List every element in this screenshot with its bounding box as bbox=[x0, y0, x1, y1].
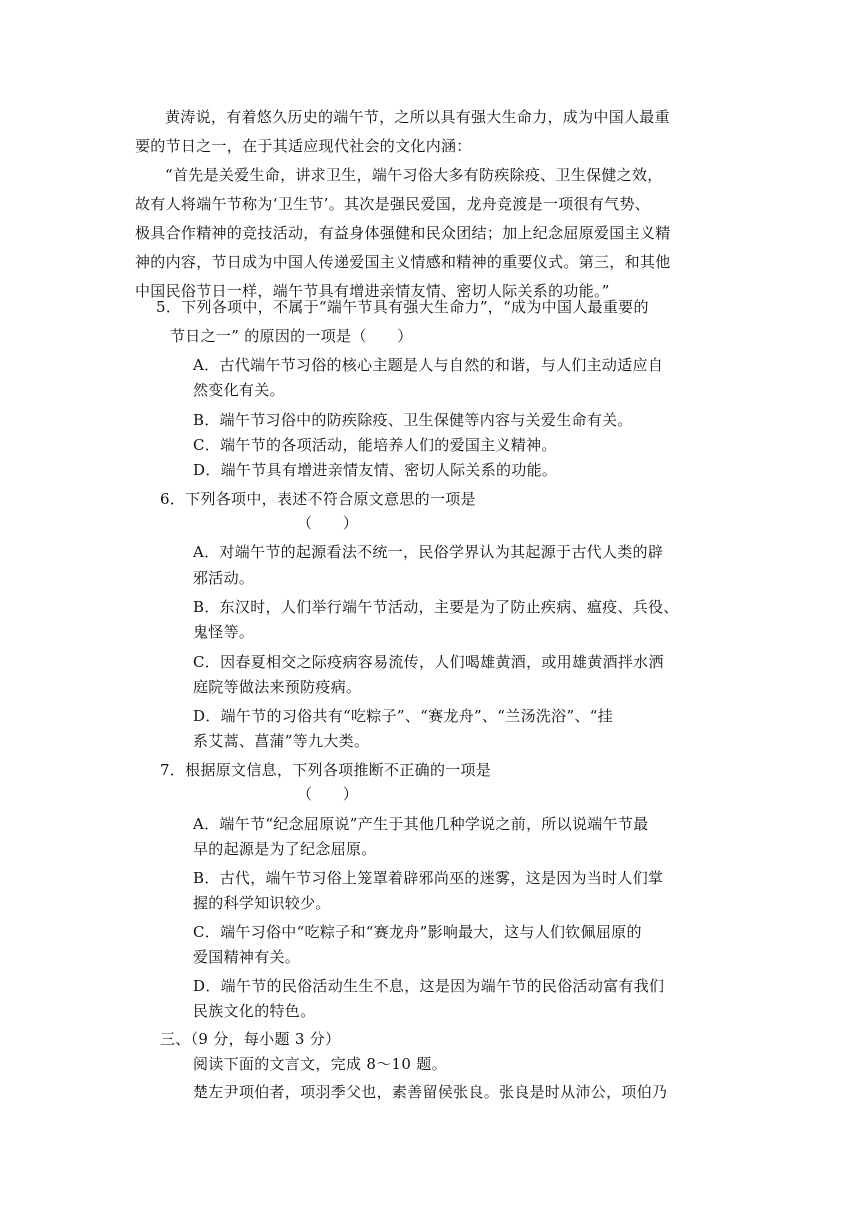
question-7-option-b: B．古代，端午节习俗上笼罩着辟邪尚巫的迷雾，这是因为当时人们掌 bbox=[193, 869, 664, 887]
question-6-option-d-cont: 系艾蒿、菖蒲”等九大类。 bbox=[193, 732, 370, 750]
passage-line: 黄涛说，有着悠久历史的端午节，之所以具有强大生命力，成为中国人最重 bbox=[165, 108, 670, 126]
question-6-option-b-cont: 鬼怪等。 bbox=[193, 623, 255, 641]
question-7-option-d-cont: 民族文化的特色。 bbox=[193, 1002, 316, 1020]
question-7-option-a: A．端午节“纪念屈原说”产生于其他几种学说之前，所以说端午节最 bbox=[193, 815, 649, 833]
passage-line: 故有人将端午节称为‘卫生节’。其次是强民爱国，龙舟竞渡是一项很有气势、 bbox=[135, 195, 651, 213]
question-6-option-c: C．因春夏相交之际疫病容易流传，人们喝雄黄酒，或用雄黄酒拌水洒 bbox=[193, 653, 664, 671]
question-7-stem: 7．根据原文信息，下列各项推断不正确的一项是 bbox=[160, 761, 492, 779]
question-6-answer-blank: （ ） bbox=[297, 514, 359, 532]
question-6-option-d: D．端午节的习俗共有“吃粽子”、“赛龙舟”、“兰汤洗浴”、“挂 bbox=[193, 707, 614, 725]
question-5-option-a-cont: 然变化有关。 bbox=[193, 381, 285, 399]
question-7-answer-blank: （ ） bbox=[297, 785, 359, 803]
section-3-instruction: 阅读下面的文言文，完成 8～10 题。 bbox=[193, 1055, 447, 1073]
passage-line: 要的节日之一，在于其适应现代社会的文化内涵： bbox=[135, 137, 472, 155]
question-5-option-b: B．端午节习俗中的防疾除疫、卫生保健等内容与关爱生命有关。 bbox=[193, 411, 633, 429]
question-6-option-c-cont: 庭院等做法来预防疫病。 bbox=[193, 678, 362, 696]
question-6-option-b: B．东汉时，人们举行端午节活动，主要是为了防止疾病、瘟疫、兵役、 bbox=[193, 598, 679, 616]
passage-line: 神的内容，节日成为中国人传递爱国主义情感和精神的重要仪式。第三，和其他 bbox=[135, 253, 671, 271]
section-3-heading: 三、（9 分，每小题 3 分） bbox=[160, 1030, 341, 1048]
passage-line: “首先是关爱生命，讲求卫生，端午习俗大多有防疾除疫、卫生保健之效， bbox=[165, 166, 663, 184]
question-5-option-c: C．端午节的各项活动，能培养人们的爱国主义精神。 bbox=[193, 436, 557, 454]
question-7-option-c-cont: 爱国精神有关。 bbox=[193, 948, 301, 966]
question-5-option-a: A．古代端午节习俗的核心主题是人与自然的和谐，与人们主动适应自 bbox=[193, 356, 664, 374]
question-5-stem-cont: 节日之一” 的原因的一项是（ ） bbox=[170, 327, 413, 345]
question-6-option-a: A．对端午节的起源看法不统一，民俗学界认为其起源于古代人类的辟 bbox=[193, 543, 664, 561]
question-7-option-d: D．端午节的民俗活动生生不息，这是因为端午节的民俗活动富有我们 bbox=[193, 977, 665, 995]
question-7-option-c: C．端午习俗中“吃粽子和“赛龙舟”影响最大，这与人们钦佩屈原的 bbox=[193, 923, 642, 941]
question-6-option-a-cont: 邪活动。 bbox=[193, 569, 255, 587]
question-7-option-b-cont: 握的科学知识较少。 bbox=[193, 894, 331, 912]
question-7-option-a-cont: 早的起源是为了纪念屈原。 bbox=[193, 840, 377, 858]
question-5-option-d: D．端午节具有增进亲情友情、密切人际关系的功能。 bbox=[193, 461, 558, 479]
classical-text-line: 楚左尹项伯者，项羽季父也，素善留侯张良。张良是时从沛公，项伯乃 bbox=[193, 1083, 668, 1101]
question-6-stem: 6．下列各项中，表述不符合原文意思的一项是 bbox=[160, 490, 476, 508]
passage-line: 极具合作精神的竞技活动，有益身体强健和民众团结；加上纪念屈原爱国主义精 bbox=[135, 224, 671, 242]
question-5-stem: 5．下列各项中，不属于“端午节具有强大生命力”，“成为中国人最重要的 bbox=[156, 298, 649, 316]
passage-line: 中国民俗节日一样，端午节具有增进亲情友情、密切人际关系的功能。” bbox=[135, 282, 610, 300]
